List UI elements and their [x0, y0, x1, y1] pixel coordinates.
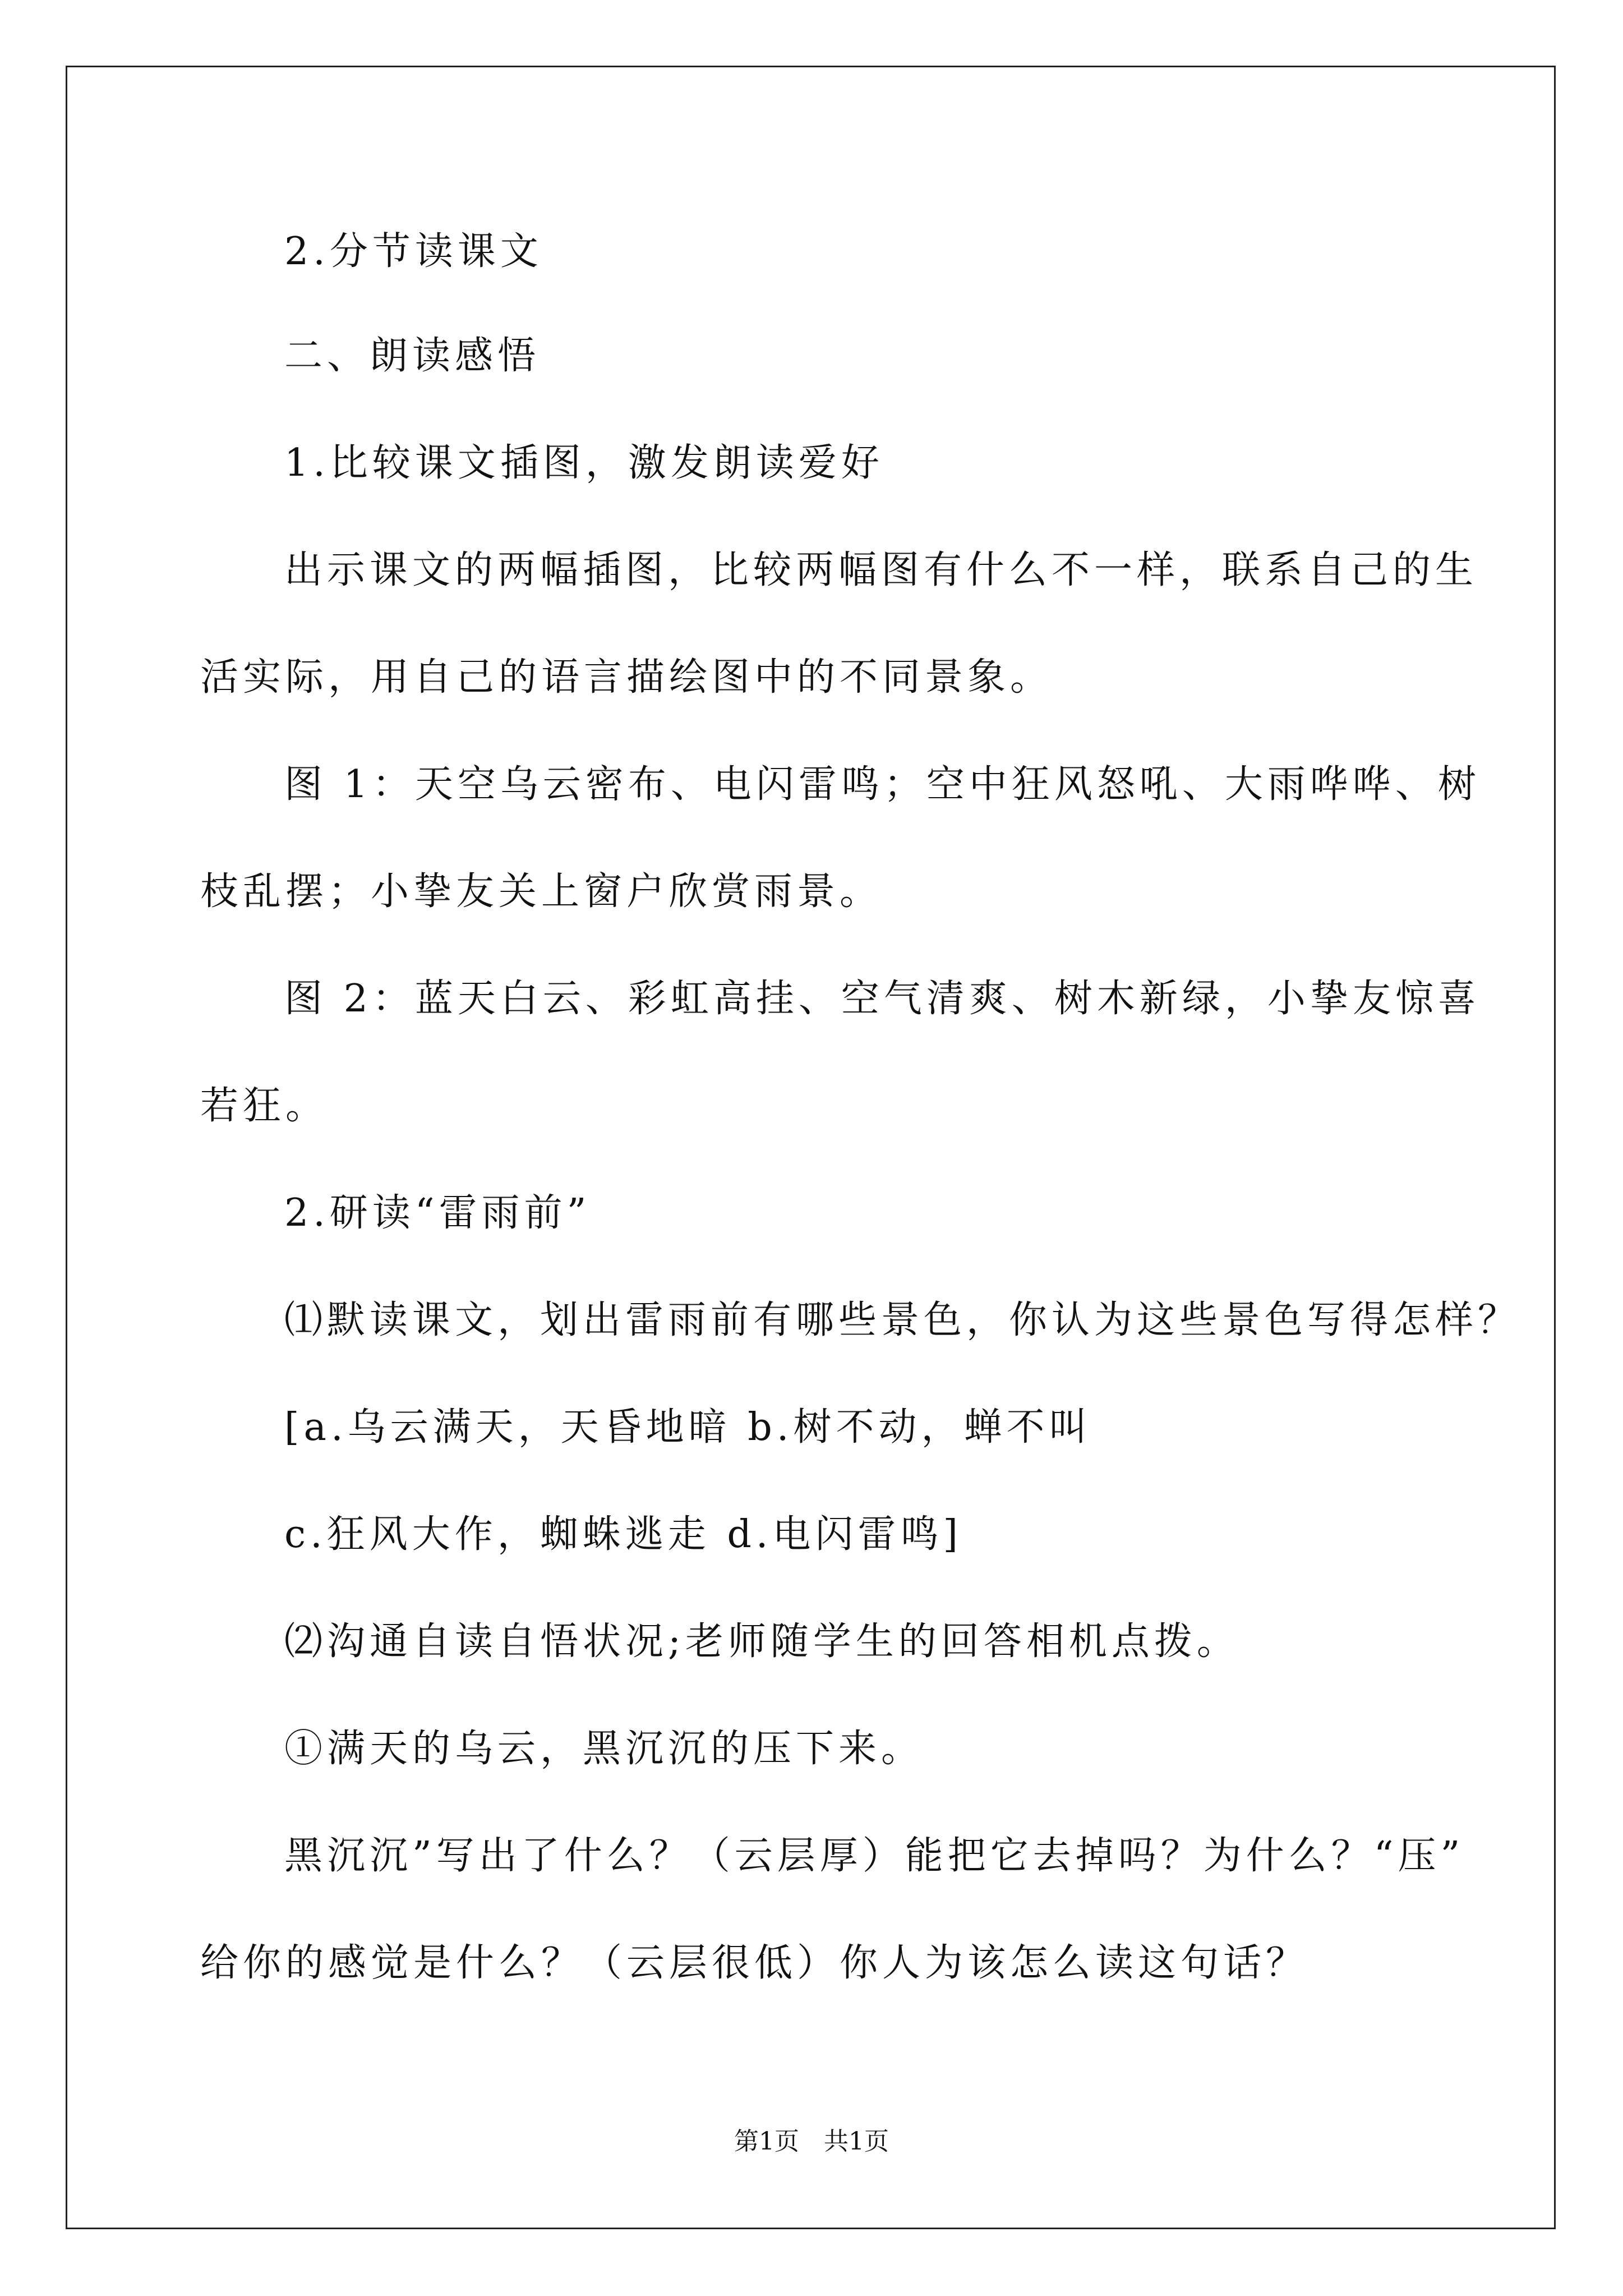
paragraph-line: 1.比较课文插图，激发朗读爱好: [284, 441, 884, 485]
paragraph-line: [a.乌云满天，天昏地暗 b.树不动，蝉不叫: [284, 1405, 1092, 1450]
paragraph-line: 枝乱摆；小挚友关上窗户欣赏雨景。: [200, 869, 883, 914]
paragraph-line: 图 1：天空乌云密布、电闪雷鸣；空中狂风怒吼、大雨哗哗、树: [284, 762, 1481, 807]
paragraph-line: 若狂。: [200, 1084, 329, 1128]
page-footer: 第1页 共1页: [734, 2127, 889, 2156]
paragraph-line: ⑴默读课文，划出雷雨前有哪些景色，你认为这些景色写得怎样？: [284, 1298, 1521, 1342]
paragraph-line: 2.研读“雷雨前”: [284, 1191, 591, 1235]
paragraph-line: 活实际，用自己的语言描绘图中的不同景象。: [200, 655, 1053, 700]
paragraph-line: ⑵沟通自读自悟状况;老师随学生的回答相机点拨。: [284, 1619, 1239, 1664]
paragraph-line: 出示课文的两幅插图，比较两幅图有什么不一样，联系自己的生: [284, 548, 1478, 592]
paragraph-line: 二、朗读感悟: [284, 334, 541, 378]
paragraph-line: 黑沉沉”写出了什么？（云层厚）能把它去掉吗？为什么？“压”: [284, 1834, 1465, 1878]
paragraph-line: 2.分节读课文: [284, 229, 543, 274]
paragraph-line: 给你的感觉是什么？（云层很低）你人为该怎么读这句话？: [200, 1941, 1309, 1985]
paragraph-line: 图 2：蓝天白云、彩虹高挂、空气清爽、树木新绿，小挚友惊喜: [284, 977, 1481, 1021]
page-border: [66, 66, 1556, 2229]
paragraph-line: c.狂风大作，蜘蛛逃走 d.电闪雷鸣]: [284, 1512, 962, 1557]
paragraph-line: ①满天的乌云，黑沉沉的压下来。: [284, 1727, 924, 1771]
